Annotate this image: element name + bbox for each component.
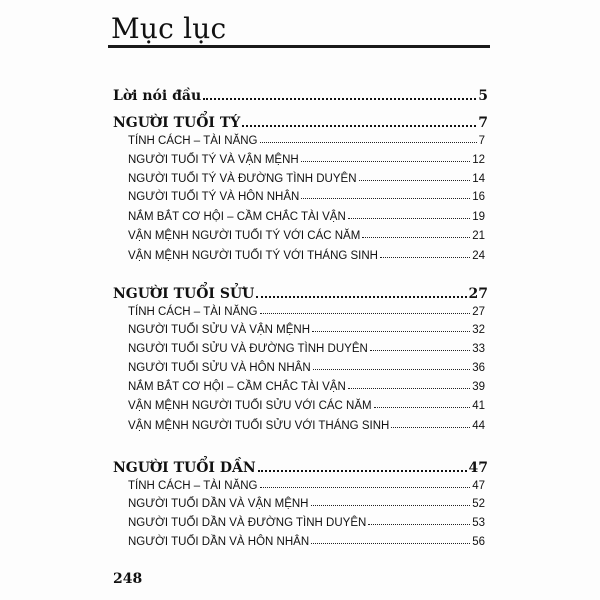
dot-leader [311, 505, 471, 506]
toc-subentry [128, 131, 485, 147]
toc-section-entry [113, 84, 488, 104]
toc-subentry [128, 358, 485, 374]
toc-entry-label: VẬN MỆNH NGƯỜI TUỔI TÝ VỚI CÁC NĂM [128, 230, 361, 242]
toc-entry-label: VẬN MỆNH NGƯỜI TUỔI TÝ VỚI THÁNG SINH [128, 250, 378, 262]
toc-entry-page: 44 [472, 420, 485, 432]
toc-subentry [128, 302, 485, 318]
toc-entry-label: NGƯỜI TUỔI TÝ VÀ VẬN MỆNH [128, 154, 299, 166]
toc-entry-page: 16 [472, 191, 485, 203]
toc-subentry [128, 187, 485, 203]
dot-leader [260, 142, 477, 143]
toc-subentry [128, 226, 485, 242]
dot-leader [391, 427, 470, 428]
toc-entry-page: 36 [472, 362, 485, 374]
toc-subentry [128, 513, 485, 529]
dot-leader [380, 257, 470, 258]
toc-subentry [128, 494, 485, 510]
toc-entry-label: NẮM BẮT CƠ HỘI – CẦM CHẮC TÀI VẬN [128, 211, 346, 223]
toc-entry-page: 21 [472, 230, 485, 242]
toc-entry-label: NGƯỜI TUỔI TÝ VÀ HÔN NHÂN [128, 191, 300, 203]
toc-entry-label: NGƯỜI TUỔI DẦN [113, 460, 256, 476]
dot-leader [301, 161, 471, 162]
page-title: Mục lục [111, 12, 227, 45]
toc-entry-label: NGƯỜI TUỔI SỬU VÀ ĐƯỜNG TÌNH DUYÊN [128, 343, 368, 355]
dot-leader [368, 524, 470, 525]
dot-leader [313, 369, 471, 370]
toc-entry-label: NGƯỜI TUỔI TÝ [113, 115, 241, 131]
dot-leader [301, 198, 470, 199]
toc-entry-page: 24 [472, 250, 485, 262]
dot-leader [348, 388, 470, 389]
toc-subentry [128, 377, 485, 393]
dot-leader [258, 470, 467, 472]
toc-entry-page: 32 [472, 324, 485, 336]
toc-subentry [128, 246, 485, 262]
toc-entry-page: 39 [472, 381, 485, 393]
toc-entry-label: VẬN MỆNH NGƯỜI TUỔI SỬU VỚI CÁC NĂM [128, 400, 372, 412]
toc-entry-label: NGƯỜI TUỔI DẦN VÀ HÔN NHÂN [128, 536, 310, 548]
dot-leader [374, 407, 471, 408]
toc-entry-label: VẬN MỆNH NGƯỜI TUỔI SỬU VỚI THÁNG SINH [128, 420, 390, 432]
toc-entry-label: Lời nói đầu [113, 88, 202, 104]
dot-leader [370, 350, 470, 351]
toc-subentry [128, 207, 485, 223]
dot-leader [362, 237, 470, 238]
toc-entry-label: TÍNH CÁCH – TÀI NĂNG [128, 135, 258, 147]
toc-entry-page: 7 [478, 115, 488, 131]
toc-entry-label: TÍNH CÁCH – TÀI NĂNG [128, 480, 258, 492]
toc-entry-page: 41 [472, 400, 485, 412]
page-number: 248 [113, 571, 143, 587]
toc-entry-label: NGƯỜI TUỔI TÝ VÀ ĐƯỜNG TÌNH DUYÊN [128, 173, 357, 185]
title-rule [108, 45, 490, 48]
dot-leader [311, 543, 470, 544]
toc-entry-page: 12 [472, 154, 485, 166]
toc-entry-page: 5 [478, 88, 488, 104]
dot-leader [312, 331, 470, 332]
toc-entry-page: 7 [478, 135, 485, 147]
toc-entry-label: NGƯỜI TUỔI SỬU VÀ HÔN NHÂN [128, 362, 311, 374]
toc-entry-page: 53 [472, 517, 485, 529]
toc-entry-page: 19 [472, 211, 485, 223]
toc-section-entry [113, 111, 488, 131]
toc-subentry [128, 150, 485, 166]
toc-entry-page: 27 [468, 286, 488, 302]
toc-entry-label: NGƯỜI TUỔI SỬU VÀ VẬN MỆNH [128, 324, 311, 336]
toc-entry-page: 47 [468, 460, 488, 476]
toc-entry-page: 33 [472, 343, 485, 355]
toc-section-entry [113, 282, 488, 302]
toc-entry-label: NGƯỜI TUỔI DẦN VÀ VẬN MỆNH [128, 498, 309, 510]
toc-subentry [128, 416, 485, 432]
dot-leader [260, 487, 471, 488]
toc-subentry [128, 476, 485, 492]
toc-subentry [128, 339, 485, 355]
dot-leader [359, 180, 471, 181]
toc-entry-page: 56 [472, 536, 485, 548]
toc-entry-label: NGƯỜI TUỔI DẦN VÀ ĐƯỜNG TÌNH DUYÊN [128, 517, 367, 529]
toc-subentry [128, 532, 485, 548]
dot-leader [348, 218, 470, 219]
toc-entry-page: 27 [472, 306, 485, 318]
toc-section-entry [113, 456, 488, 476]
toc-entry-page: 47 [472, 480, 485, 492]
dot-leader [260, 313, 471, 314]
toc-entry-page: 14 [472, 173, 485, 185]
toc-entry-label: NGƯỜI TUỔI SỬU [113, 286, 255, 302]
toc-subentry [128, 169, 485, 185]
toc-entry-label: TÍNH CÁCH – TÀI NĂNG [128, 306, 258, 318]
toc-entry-page: 52 [472, 498, 485, 510]
dot-leader [203, 98, 476, 100]
dot-leader [256, 296, 466, 298]
dot-leader [242, 125, 476, 127]
toc-subentry [128, 320, 485, 336]
toc-entry-label: NẮM BẮT CƠ HỘI – CẦM CHẮC TÀI VẬN [128, 381, 346, 393]
toc-subentry [128, 396, 485, 412]
